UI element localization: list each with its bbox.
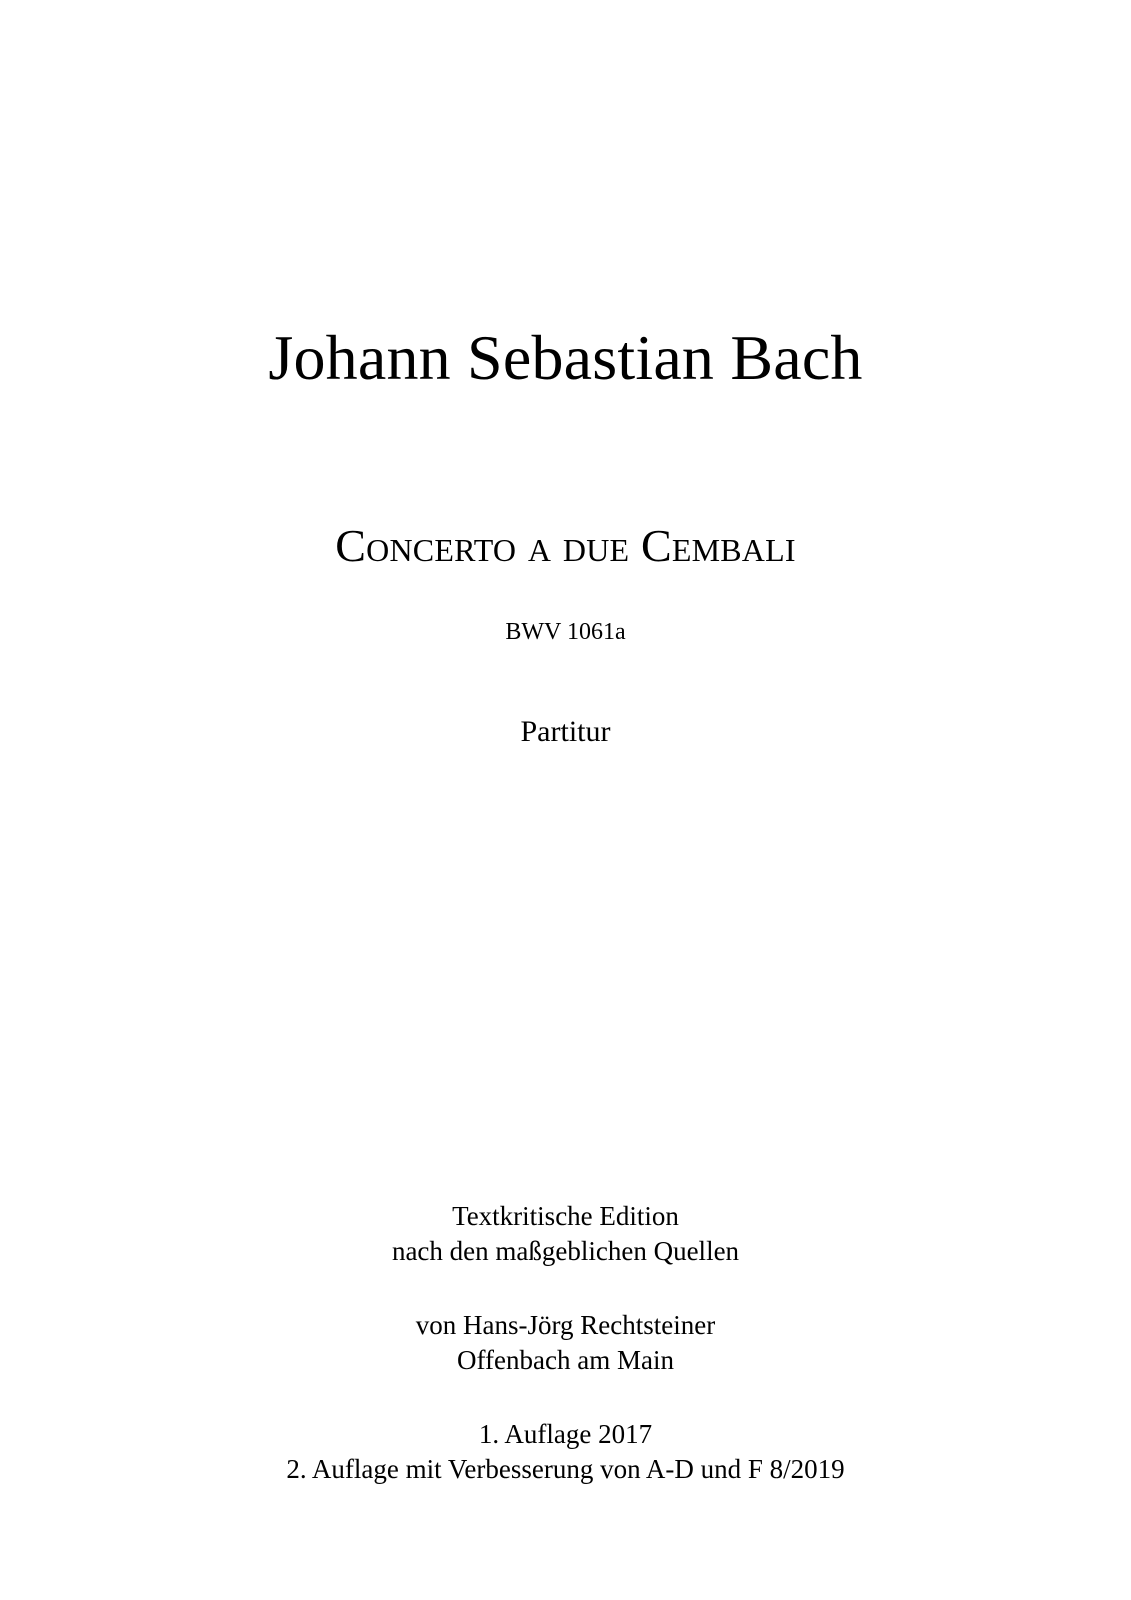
catalog-number: BWV 1061a — [505, 619, 626, 645]
composer-name: Johann Sebastian Bach — [268, 322, 863, 393]
score-type: Partitur — [520, 715, 611, 748]
editor-name: von Hans-Jörg Rechtsteiner — [415, 1310, 716, 1340]
second-edition-note: 2. Auflage mit Verbesserung von A-D und F 8/2019 — [286, 1454, 845, 1484]
work-title: Concerto a due Cembali — [335, 520, 796, 571]
publication-place: Offenbach am Main — [457, 1345, 674, 1375]
first-edition-note: 1. Auflage 2017 — [478, 1419, 653, 1449]
edition-description-line-2: nach den maßgeblichen Quellen — [391, 1236, 740, 1266]
edition-description-line-1: Textkritische Edition — [452, 1201, 679, 1231]
